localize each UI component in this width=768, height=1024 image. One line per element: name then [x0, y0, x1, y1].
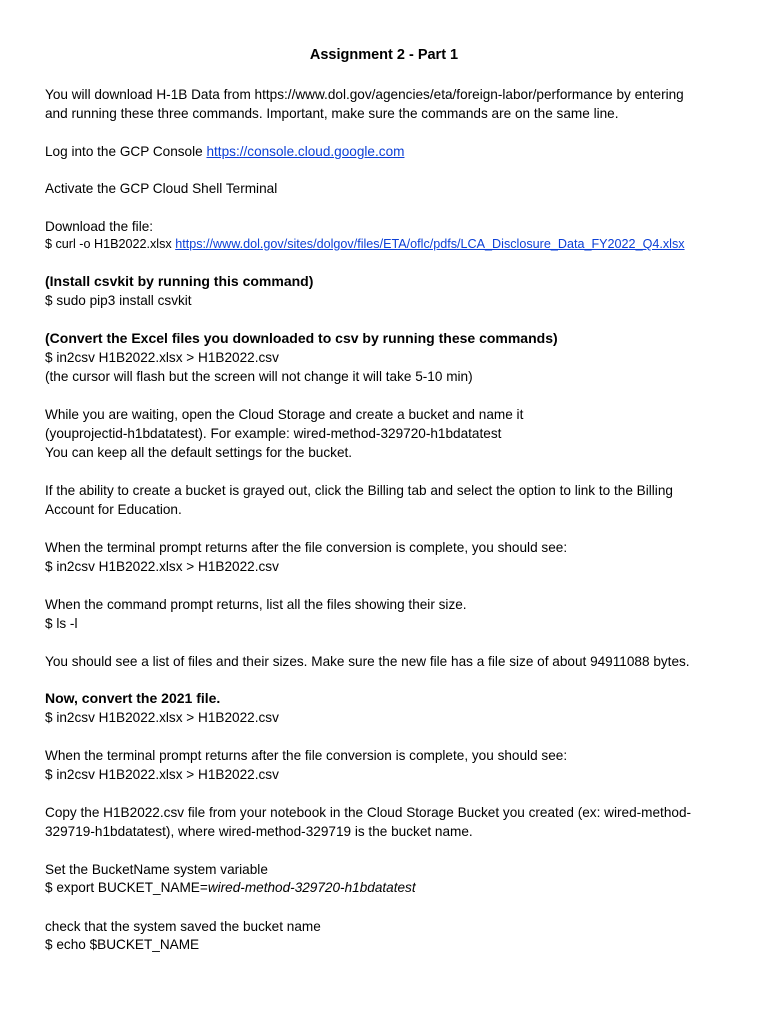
check-bucket-text: check that the system saved the bucket name: [45, 919, 321, 934]
download-command: $ curl -o H1B2022.xlsx: [45, 237, 176, 251]
activate-line: Activate the GCP Cloud Shell Terminal: [45, 181, 278, 196]
billing-line-2: Account for Education.: [45, 502, 182, 517]
set-bucket-command-value: wired-method-329720-h1bdatatest: [207, 880, 416, 895]
waiting-line-2: (youprojectid-h1bdatatest). For example: wired-method-329720-h1bdatatest: [45, 426, 502, 441]
set-bucket-text: Set the BucketName system variable: [45, 862, 268, 877]
convert-command: $ in2csv H1B2022.xlsx > H1B2022.csv: [45, 350, 279, 365]
list-files-text: When the command prompt returns, list all the files showing their size.: [45, 597, 467, 612]
list-files-command: $ ls -l: [45, 616, 78, 631]
login-text: Log into the GCP Console: [45, 144, 207, 159]
download-data-link[interactable]: https://www.dol.gov/sites/dolgov/files/ETA/oflc/pdfs/LCA_Disclosure_Data_FY2022_Q4.xlsx: [175, 237, 685, 251]
billing-line-1: If the ability to create a bucket is grayed out, click the Billing tab and select the option to link to the Billing: [45, 483, 673, 498]
prompt-returns-command-2: $ in2csv H1B2022.xlsx > H1B2022.csv: [45, 767, 279, 782]
page-title: Assignment 2 - Part 1: [309, 47, 459, 63]
file-size-text: You should see a list of files and their sizes. Make sure the new file has a file size of about 94911088 bytes.: [45, 654, 690, 669]
prompt-returns-text-1: When the terminal prompt returns after the file conversion is complete, you should see:: [45, 540, 568, 555]
convert-note: (the cursor will flash but the screen will not change it will take 5-10 min): [45, 369, 473, 384]
intro-line-1: You will download H-1B Data from https://www.dol.gov/agencies/eta/foreign-labor/performance by entering: [45, 87, 684, 102]
download-command-line: [45, 235, 685, 254]
gcp-console-link[interactable]: https://console.cloud.google.com: [206, 144, 405, 159]
install-command: $ sudo pip3 install csvkit: [45, 293, 192, 308]
set-bucket-command: [45, 878, 416, 897]
set-bucket-command-prefix: $ export BUCKET_NAME=: [45, 880, 208, 895]
convert-2021-heading: Now, convert the 2021 file.: [45, 690, 221, 706]
download-label: Download the file:: [45, 219, 154, 234]
check-bucket-command: $ echo $BUCKET_NAME: [45, 937, 200, 952]
copy-line-1: Copy the H1B2022.csv file from your notebook in the Cloud Storage Bucket you created (ex: wired-method-: [45, 805, 692, 820]
install-heading: (Install csvkit by running this command): [45, 273, 314, 289]
copy-line-2: 329719-h1bdatatest), where wired-method-329719 is the bucket name.: [45, 824, 473, 839]
prompt-returns-command-1: $ in2csv H1B2022.xlsx > H1B2022.csv: [45, 559, 279, 574]
convert-2021-command: $ in2csv H1B2022.xlsx > H1B2022.csv: [45, 710, 279, 725]
convert-heading: (Convert the Excel files you downloaded to csv by running these commands): [45, 330, 558, 346]
waiting-line-3: You can keep all the default settings for the bucket.: [45, 445, 353, 460]
waiting-line-1: While you are waiting, open the Cloud Storage and create a bucket and name it: [45, 407, 524, 422]
prompt-returns-text-2: When the terminal prompt returns after the file conversion is complete, you should see:: [45, 748, 568, 763]
intro-line-2: and running these three commands. Important, make sure the commands are on the same line.: [45, 106, 619, 121]
login-line: [45, 142, 404, 161]
